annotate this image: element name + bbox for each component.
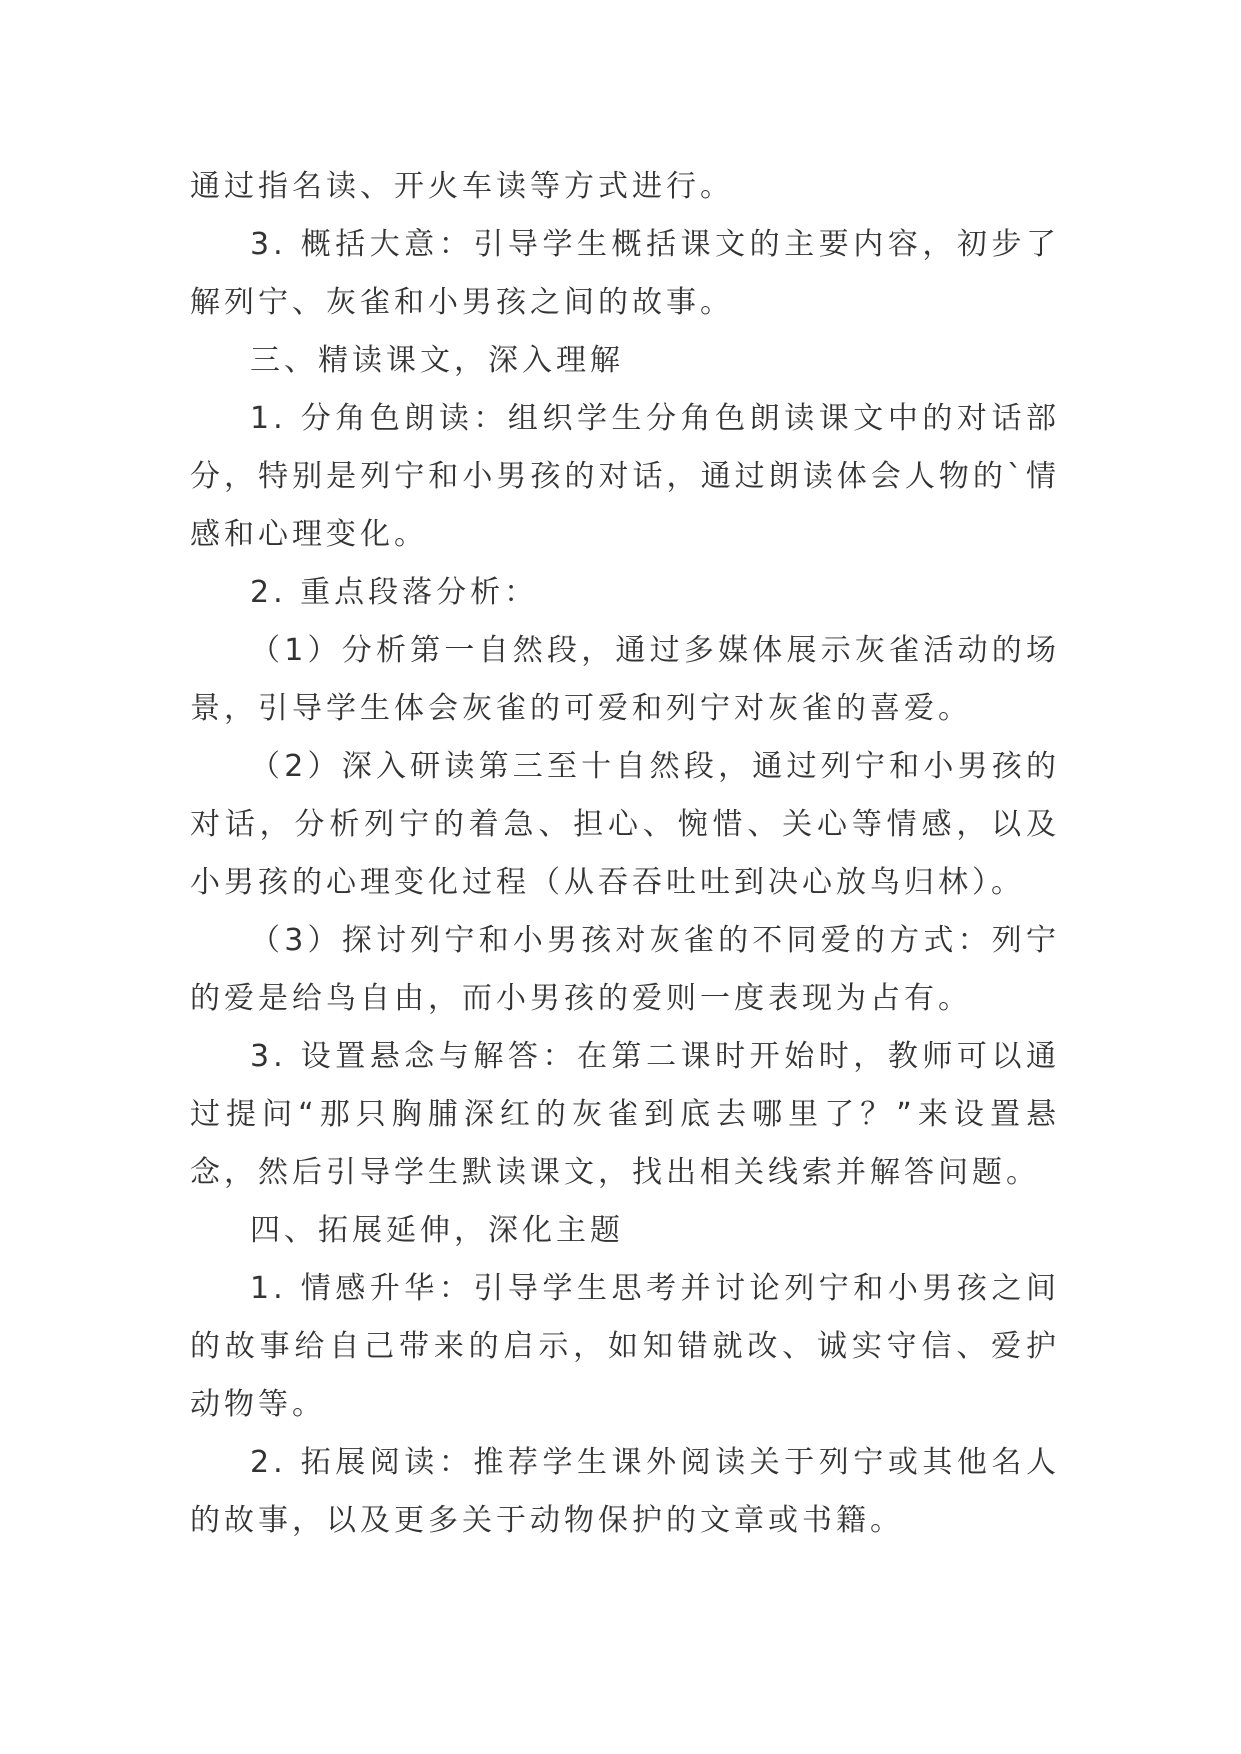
paragraph-analysis-2: （2）深入研读第三至十自然段，通过列宁和小男孩的对话，分析列宁的着急、担心、惋惜、关心等情感，以及小男孩的心理变化过程（从吞吞吐吐到决心放鸟归林）。 (190, 749, 1060, 900)
section-heading-4: 四、拓展延伸，深化主题 (250, 1213, 624, 1248)
paragraph-extended-reading: 2. 拓展阅读：推荐学生课外阅读关于列宁或其他名人的故事，以及更多关于动物保护的文章或书籍。 (190, 1445, 1060, 1538)
section-heading-3: 三、精读课文，深入理解 (250, 343, 624, 378)
document-body (190, 158, 1060, 1550)
paragraph-emotion: 1. 情感升华：引导学生思考并讨论列宁和小男孩之间的故事给自己带来的启示，如知错就改、诚实守信、爱护动物等。 (190, 1271, 1060, 1422)
paragraph-key-analysis: 2. 重点段落分析： (250, 575, 539, 610)
paragraph-suspense: 3. 设置悬念与解答：在第二课时开始时，教师可以通过提问“那只胸脯深红的灰雀到底去哪里了？”来设置悬念，然后引导学生默读课文，找出相关线索并解答问题。 (190, 1039, 1060, 1190)
paragraph-summary: 3. 概括大意：引导学生概括课文的主要内容，初步了解列宁、灰雀和小男孩之间的故事。 (190, 227, 1060, 320)
paragraph-role-reading: 1. 分角色朗读：组织学生分角色朗读课文中的对话部分，特别是列宁和小男孩的对话，通过朗读体会人物的`情感和心理变化。 (190, 401, 1060, 552)
paragraph-analysis-3: （3）探讨列宁和小男孩对灰雀的不同爱的方式：列宁的爱是给鸟自由，而小男孩的爱则一度表现为占有。 (190, 923, 1060, 1016)
paragraph-continuation: 通过指名读、开火车读等方式进行。 (190, 169, 734, 204)
paragraph-analysis-1: （1）分析第一自然段，通过多媒体展示灰雀活动的场景，引导学生体会灰雀的可爱和列宁对灰雀的喜爱。 (190, 633, 1060, 726)
